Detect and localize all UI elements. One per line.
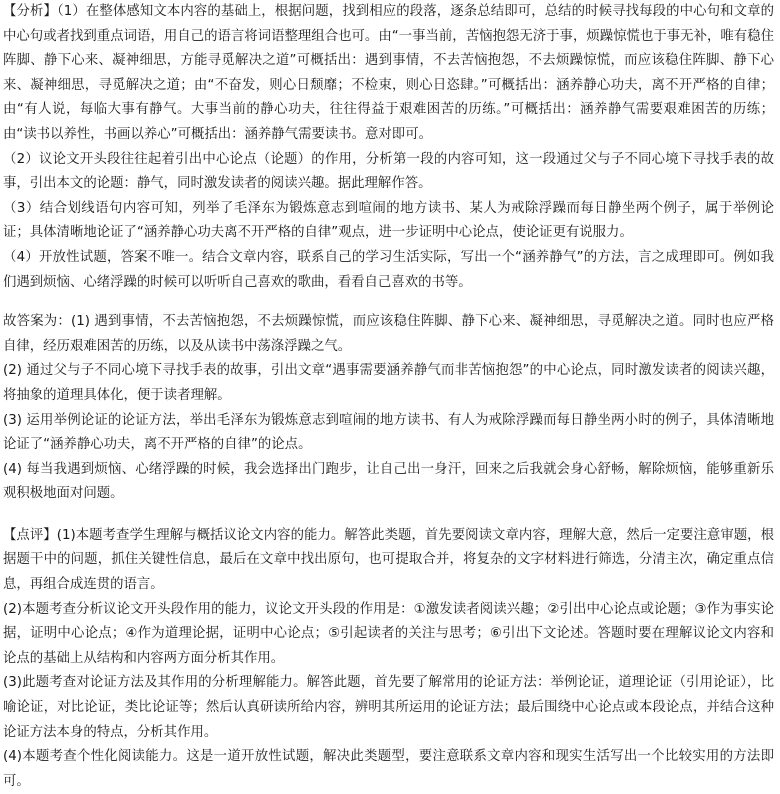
section-gap bbox=[3, 507, 774, 524]
comment-part-1: 【点评】(1)本题考查学生理解与概括议论文内容的能力。解答此类题，首先要阅读文章内容，理解大意，然后一定要注意审题，根据题干中的问题，抓住关键性信息，最后在文章中找出原句，也可提取合并，将复杂的文字材料进行筛选，分清主次，确定重点信息，再组合成连贯的语言。 bbox=[3, 527, 774, 593]
answer-part-3: (3) 运用举例论证的论证方法，举出毛泽东为锻炼意志到喧闹的地方读书、有人为戒除浮躁而每日静坐两小时的例子，具体清晰地论证了“涵养静心功夫，离不开严格的自律”的论点。 bbox=[3, 412, 774, 453]
answer-part-4: (4) 每当我遇到烦恼、心绪浮躁的时候，我会选择出门跑步，让自己出一身汗，回来之后我就会身心舒畅，解除烦恼，能够重新乐观积极地面对问题。 bbox=[3, 461, 774, 502]
section-gap bbox=[3, 295, 774, 310]
analysis-section bbox=[3, 0, 774, 295]
analysis-part-1: 【分析】（1）在整体感知文本内容的基础上，根据问题，找到相应的段落，逐条总结即可，总结的时候寻找每段的中心句和文章的中心句或者找到重点词语，用自己的语言将词语整理组合也可。由“一事当前，苦恼抱怨无济于事，烦躁惊慌也于事无补，唯有稳住阵脚、静下心来、凝神细思，方能寻觅解决之道”可概括出：遇到事情，不去苦恼抱怨，不去烦躁惊慌，而应该稳住阵脚、静下心来、凝神细思，寻觅解决之道；由“不奋发，则心日颓靡；不检束，则心日恣肆。”可概括出：涵养静心功夫，离不开严格的自律；由“有人说，每临大事有静气。大事当前的静心功夫，往往得益于艰难困苦的历练。”可概括出：涵养静气需要艰难困苦的历练；由“读书以养性，书画以养心”可概括出：涵养静气需要读书。意对即可。 bbox=[3, 4, 774, 142]
analysis-part-3: （3）结合划线语句内容可知，列举了毛泽东为锻炼意志到喧闹的地方读书、某人为戒除浮躁而每日静坐两个例子，属于举例论证；具体清晰地论证了“涵养静心功夫离不开严格的自律”观点，进一步证明中心论点，使论证更有说服力。 bbox=[3, 200, 774, 241]
analysis-part-2: （2）议论文开头段往往起着引出中心论点（论题）的作用，分析第一段的内容可知，这一段通过父与子不同心境下寻找手表的故事，引出本文的论题：静气，同时激发读者的阅读兴趣。据此理解作答。 bbox=[3, 151, 774, 192]
analysis-part-4: （4）开放性试题，答案不唯一。结合文章内容，联系自己的学习生活实际，写出一个“涵养静气”的方法，言之成理即可。例如我们遇到烦恼、心绪浮躁的时候可以听听自己喜欢的歌曲，看看自己喜欢的书等。 bbox=[3, 249, 774, 290]
answer-section bbox=[3, 310, 774, 507]
comment-section bbox=[3, 524, 774, 794]
comment-part-2: (2)本题考查分析议论文开头段作用的能力，议论文开头段的作用是：①激发读者阅读兴趣；②引出中心论点或论题；③作为事实论据，证明中心论点；④作为道理论据，证明中心论点；⑤引起读者的关注与思考；⑥引出下文论述。答题时要在理解议论文内容和论点的基础上从结构和内容两方面分析其作用。 bbox=[3, 601, 774, 666]
answer-part-2: (2) 通过父与子不同心境下寻找手表的故事，引出文章“遇事需要涵养静气而非苦恼抱怨”的中心论点，同时激发读者的阅读兴趣，将抽象的道理具体化，便于读者理解。 bbox=[3, 363, 774, 403]
answer-part-1: 故答案为：(1) 遇到事情，不去苦恼抱怨，不去烦躁惊慌，而应该稳住阵脚、静下心来、凝神细思，寻觅解决之道。同时也应严格自律，经历艰难困苦的历练，以及从读书中荡涤浮躁之气。 bbox=[3, 314, 774, 354]
comment-part-3: (3)此题考查对论证方法及其作用的分析理解能力。解答此题，首先要了解常用的论证方法：举例论证，道理论证（引用论证），比喻论证，对比论证，类比论证等；然后认真研读所给内容，辨明其所运用的论证方法；最后围绕中心论点或本段论点，并结合这种论证方法本身的特点，分析其作用。 bbox=[3, 675, 774, 740]
comment-part-4: (4)本题考查个性化阅读能力。这是一道开放性试题，解决此类题型，要注意联系文章内容和现实生活写出一个比较实用的方法即可。 bbox=[3, 749, 774, 789]
